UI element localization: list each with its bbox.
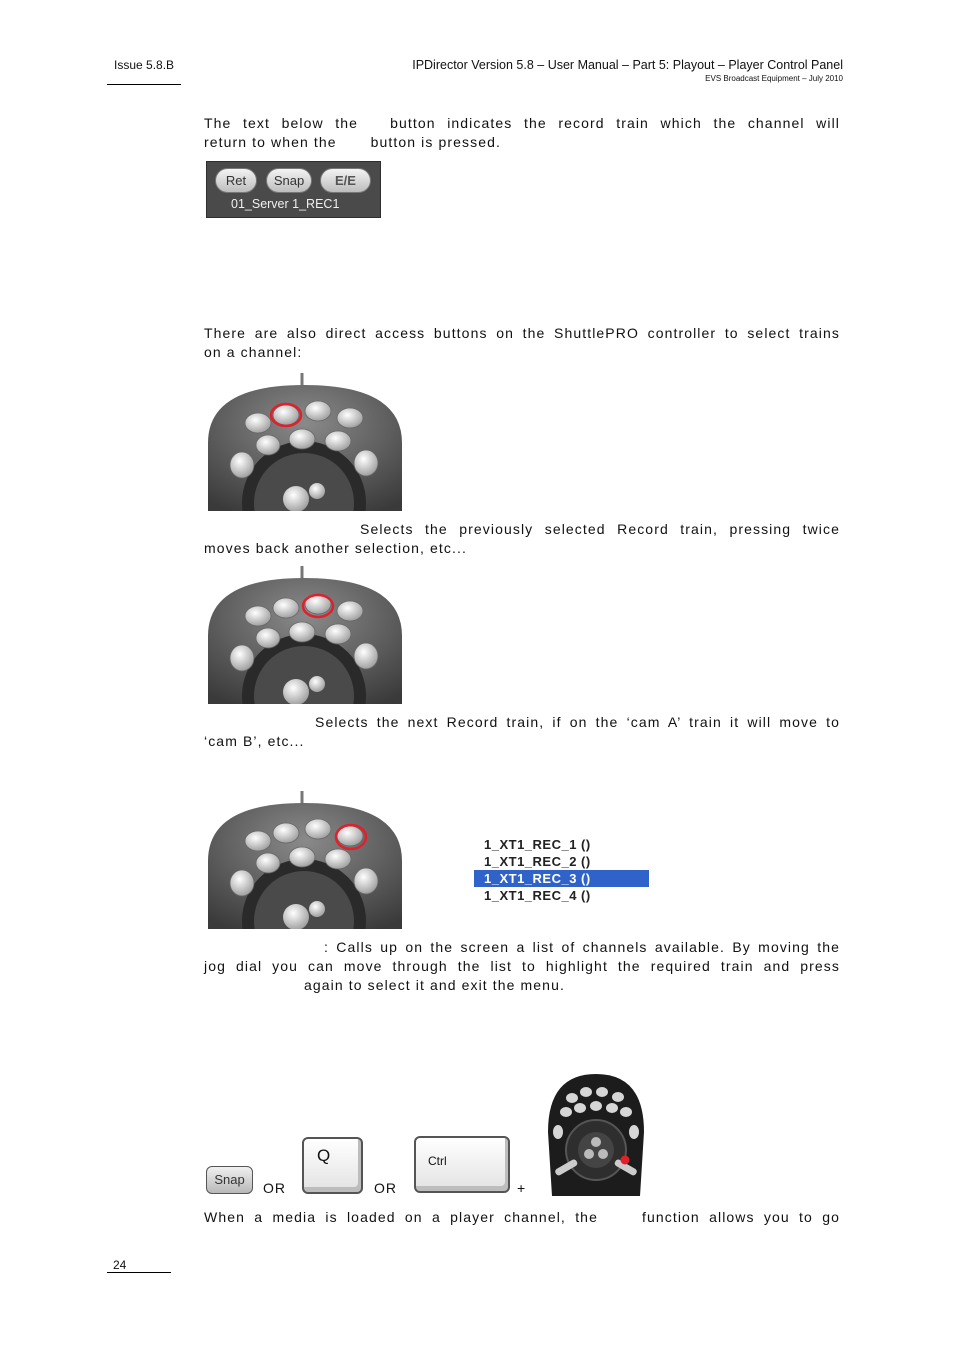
player-button-strip (206, 161, 381, 218)
paragraph-line: jog dial you can move through the list to highlight the required train and press (204, 958, 840, 974)
paragraph-direct-access (204, 324, 840, 362)
q-key-icon (302, 1137, 363, 1194)
ret-button[interactable]: Ret (215, 168, 257, 193)
channel-list-item[interactable]: 1_XT1_REC_4 () (484, 888, 591, 903)
text-span: function allows you to go (641, 1209, 840, 1225)
text-span: button is pressed. (370, 134, 501, 150)
paragraph-line (204, 114, 840, 133)
text-span: button indicates the record train which the channel will (390, 115, 841, 131)
text-span: Selects the previously selected Record train, pressing twice (360, 521, 840, 537)
text-span: again to select it and exit the menu. (304, 977, 565, 993)
paragraph-line (204, 713, 840, 732)
plus-label: + (517, 1180, 527, 1196)
paragraph-line: on a channel: (204, 344, 303, 360)
footer-rule (107, 1272, 171, 1273)
ctrl-key-icon (414, 1136, 510, 1193)
paragraph-channel-list (204, 938, 840, 995)
paragraph-line: ‘cam B’, etc... (204, 733, 305, 749)
text-span: The text below the (204, 115, 359, 131)
paragraph-line (204, 520, 840, 539)
text-span: Selects the next Record train, if on the ‘cam A’ train it will move to (315, 714, 840, 730)
text-span: : Calls up on the screen a list of channels available. By moving the (324, 939, 840, 955)
paragraph-line (204, 976, 840, 995)
shuttlepro-channel-list-image (206, 791, 406, 929)
shuttlepro-device-icon (544, 1072, 648, 1196)
page-number: 24 (113, 1258, 127, 1272)
ctrl-key-label: Ctrl (428, 1154, 447, 1168)
snap-button[interactable]: Snap (266, 168, 312, 193)
channel-list (474, 836, 649, 904)
record-train-label: 01_Server 1_REC1 (231, 197, 340, 211)
issue-label: Issue 5.8.B (114, 58, 175, 72)
text-span: return to when the (204, 134, 337, 150)
channel-list-item[interactable]: 1_XT1_REC_1 () (484, 837, 591, 852)
text-span: When a media is loaded on a player channel, the (204, 1209, 598, 1225)
paragraph-return-train (204, 114, 840, 152)
shuttlepro-next-train-image (206, 566, 406, 704)
or-label: OR (374, 1180, 397, 1196)
document-title: IPDirector Version 5.8 – User Manual – Part 5: Playout – Player Control Panel (412, 58, 843, 72)
paragraph-line (204, 1208, 840, 1227)
or-label: OR (263, 1180, 286, 1196)
paragraph-previous-train (204, 520, 840, 558)
snap-button-icon[interactable]: Snap (206, 1166, 253, 1194)
paragraph-line (204, 938, 840, 957)
q-key-label: Q (317, 1146, 331, 1165)
ee-button[interactable]: E/E (320, 168, 371, 193)
channel-list-item-selected[interactable]: 1_XT1_REC_3 () (474, 870, 649, 887)
document-subtitle: EVS Broadcast Equipment – July 2010 (705, 74, 843, 83)
header-rule (107, 84, 181, 85)
paragraph-next-train (204, 713, 840, 751)
paragraph-snap-function (204, 1208, 840, 1227)
channel-list-item[interactable]: 1_XT1_REC_2 () (484, 854, 591, 869)
shuttlepro-previous-train-image (206, 373, 406, 511)
paragraph-line: moves back another selection, etc... (204, 540, 467, 556)
paragraph-line: There are also direct access buttons on the ShuttlePRO controller to select trains (204, 325, 840, 341)
paragraph-line (204, 133, 840, 152)
